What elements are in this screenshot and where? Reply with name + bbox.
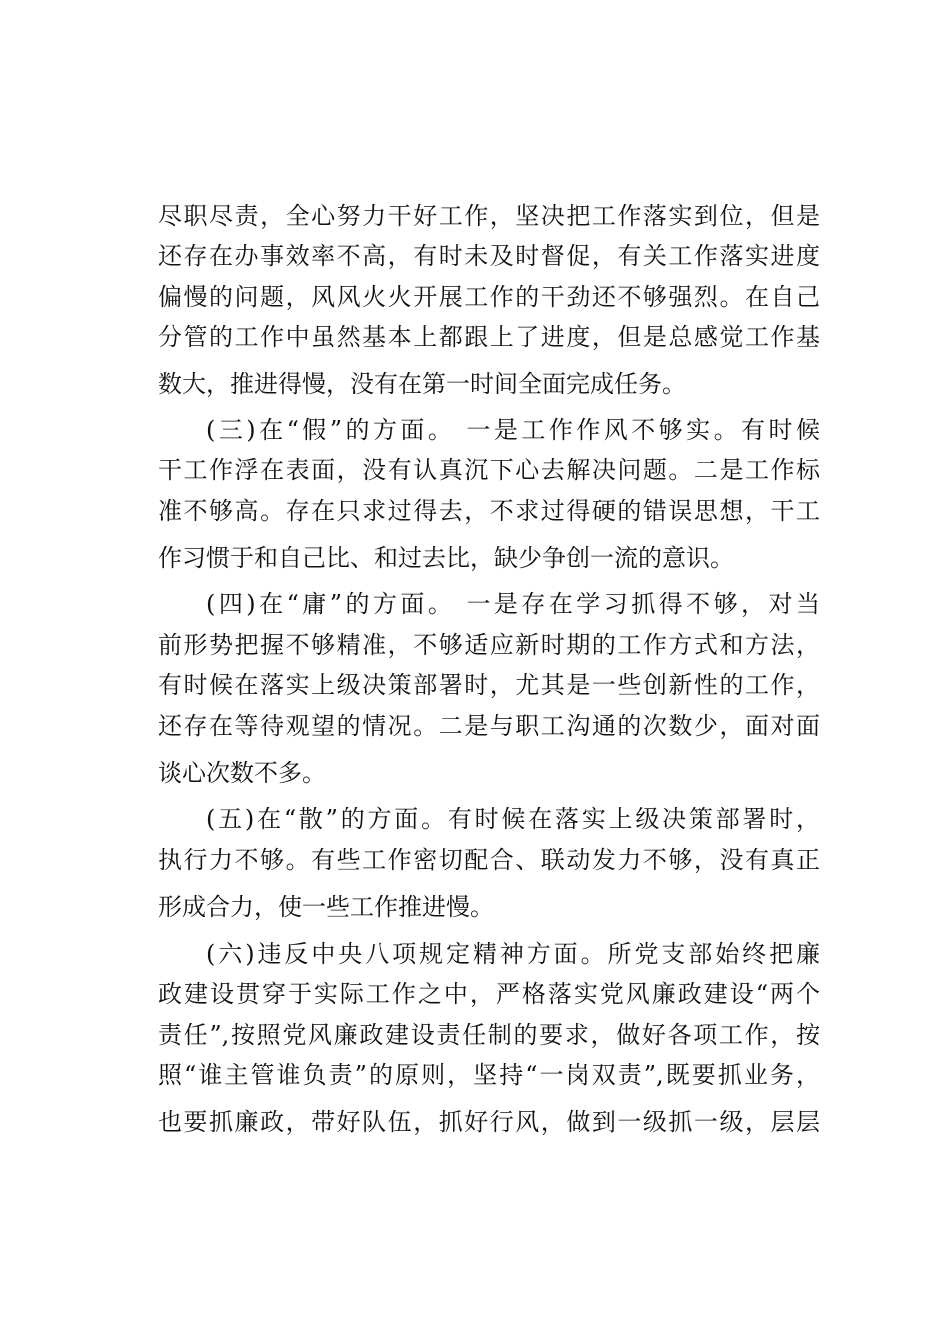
paragraph-heading-line: (四)在“庸”的方面。 一是存在学习抓得不够，对当: [206, 590, 820, 618]
paragraph-heading-line: (五)在“散”的方面。有时候在落实上级决策部署时，: [206, 805, 820, 833]
text-line: 责任”,按照党风廉政建设责任制的要求，做好各项工作，按: [158, 1021, 820, 1049]
paragraph-heading-line: (六)违反中央八项规定精神方面。所党支部始终把廉: [206, 940, 820, 968]
text-line: 作习惯于和自己比、和过去比，缺少争创一流的意识。: [158, 544, 734, 572]
text-line: 准不够高。存在只求过得去，不求过得硬的错误思想，干工: [158, 497, 820, 525]
text-line: 干工作浮在表面，没有认真沉下心去解决问题。二是工作标: [158, 456, 820, 484]
paragraph-heading-line: (三)在“假”的方面。 一是工作作风不够实。有时候: [206, 416, 820, 444]
text-line: 照“谁主管谁负责”的原则，坚持“一岗双责”,既要抓业务，: [158, 1061, 820, 1089]
text-line: 形成合力，使一些工作推进慢。: [158, 893, 494, 921]
text-line: 分管的工作中虽然基本上都跟上了进度，但是总感觉工作基: [158, 323, 820, 351]
text-line: 执行力不够。有些工作密切配合、联动发力不够，没有真正: [158, 846, 820, 874]
text-line: 数大，推进得慢，没有在第一时间全面完成任务。: [158, 370, 686, 398]
text-line: 谈心次数不多。: [158, 759, 326, 787]
text-line: 偏慢的问题，风风火火开展工作的干劲还不够强烈。在自己: [158, 283, 820, 311]
text-line: 前形势把握不够精准，不够适应新时期的工作方式和方法，: [158, 631, 820, 659]
text-line: 有时候在落实上级决策部署时，尤其是一些创新性的工作，: [158, 671, 820, 699]
text-line: 还存在办事效率不高，有时未及时督促，有关工作落实进度: [158, 242, 820, 270]
text-line: 尽职尽责，全心努力干好工作，坚决把工作落实到位，但是: [158, 202, 820, 230]
text-line: 政建设贯穿于实际工作之中，严格落实党风廉政建设“两个: [158, 980, 820, 1008]
text-line: 也要抓廉政，带好队伍，抓好行风，做到一级抓一级，层层: [158, 1108, 820, 1136]
text-line: 还存在等待观望的情况。二是与职工沟通的次数少，面对面: [158, 712, 820, 740]
